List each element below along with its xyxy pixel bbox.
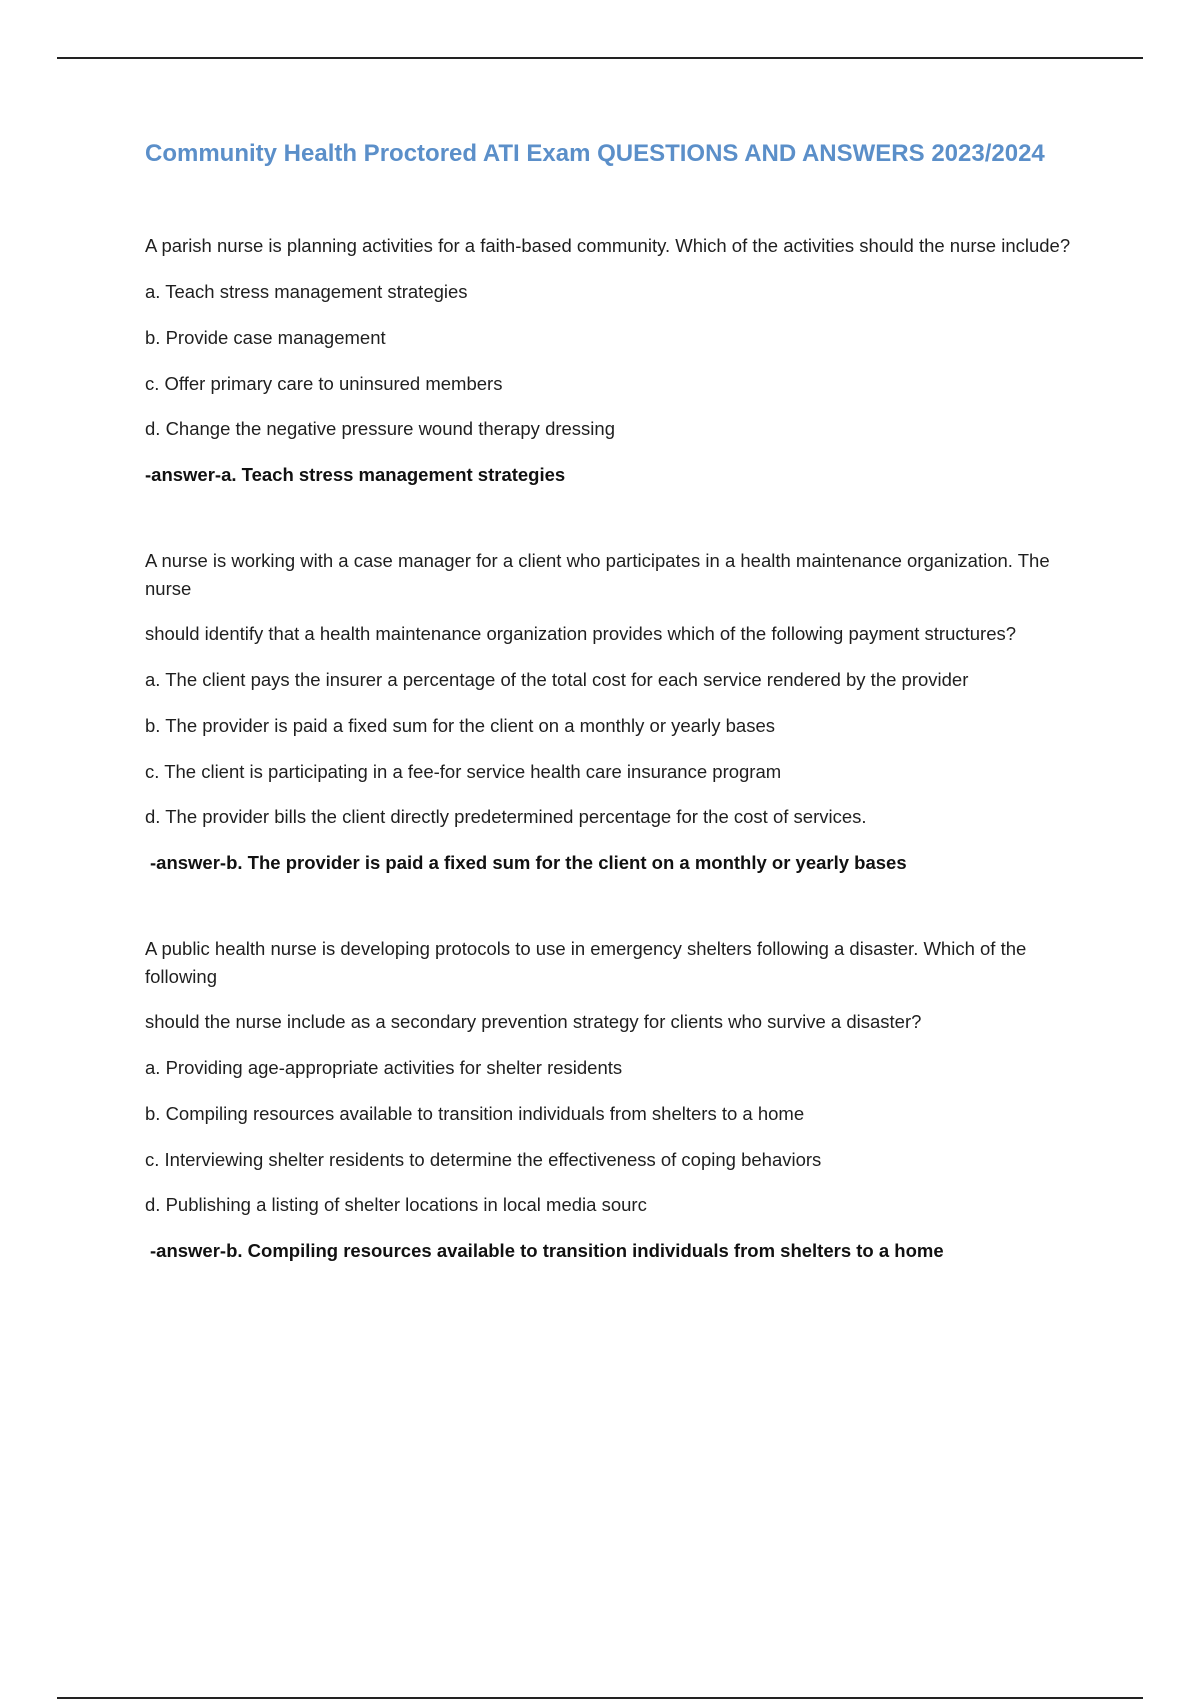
answer-option: a. Teach stress management strategies bbox=[145, 281, 468, 303]
answer-option: b. Compiling resources available to transition individuals from shelters to a home bbox=[145, 1102, 805, 1124]
answer-option: b. The provider is paid a fixed sum for the client on a monthly or yearly bases bbox=[145, 714, 776, 736]
question-text: A nurse is working with a case manager for a client who participates in a health maintenance organization. The nurse bbox=[145, 549, 1050, 599]
question-text-continued: should identify that a health maintenance organization provides which of the following payment structures? bbox=[145, 623, 1017, 645]
question-block bbox=[145, 232, 1095, 489]
question-text: A parish nurse is planning activities for a faith-based community. Which of the activities should the nurse include? bbox=[145, 235, 1071, 257]
answer-option: c. The client is participating in a fee-for service health care insurance program bbox=[145, 760, 782, 782]
answer-option: c. Interviewing shelter residents to determine the effectiveness of coping behaviors bbox=[145, 1148, 822, 1170]
correct-answer: -answer-b. The provider is paid a fixed sum for the client on a monthly or yearly bases bbox=[150, 852, 907, 874]
bottom-divider bbox=[57, 1697, 1143, 1699]
answer-option: a. Providing age-appropriate activities for shelter residents bbox=[145, 1057, 623, 1079]
top-divider bbox=[57, 57, 1143, 59]
correct-answer: -answer-b. Compiling resources available to transition individuals from shelters to a home bbox=[150, 1240, 944, 1262]
answer-option: b. Provide case management bbox=[145, 326, 386, 348]
question-text-continued: should the nurse include as a secondary prevention strategy for clients who survive a disaster? bbox=[145, 1011, 922, 1033]
question-block bbox=[145, 935, 1095, 1265]
answer-option: d. Publishing a listing of shelter locations in local media sourc bbox=[145, 1194, 647, 1216]
answer-option: a. The client pays the insurer a percentage of the total cost for each service rendered by the provider bbox=[145, 669, 969, 691]
correct-answer: -answer-a. Teach stress management strategies bbox=[145, 464, 566, 486]
document-body bbox=[145, 138, 1095, 1265]
document-title: Community Health Proctored ATI Exam QUESTIONS AND ANSWERS 2023/2024 bbox=[145, 140, 1045, 167]
answer-option: d. The provider bills the client directly predetermined percentage for the cost of services. bbox=[145, 806, 867, 828]
question-text: A public health nurse is developing protocols to use in emergency shelters following a disaster. Which of the following bbox=[145, 937, 1027, 987]
answer-option: d. Change the negative pressure wound therapy dressing bbox=[145, 418, 615, 440]
question-block bbox=[145, 547, 1095, 877]
answer-option: c. Offer primary care to uninsured members bbox=[145, 372, 503, 394]
